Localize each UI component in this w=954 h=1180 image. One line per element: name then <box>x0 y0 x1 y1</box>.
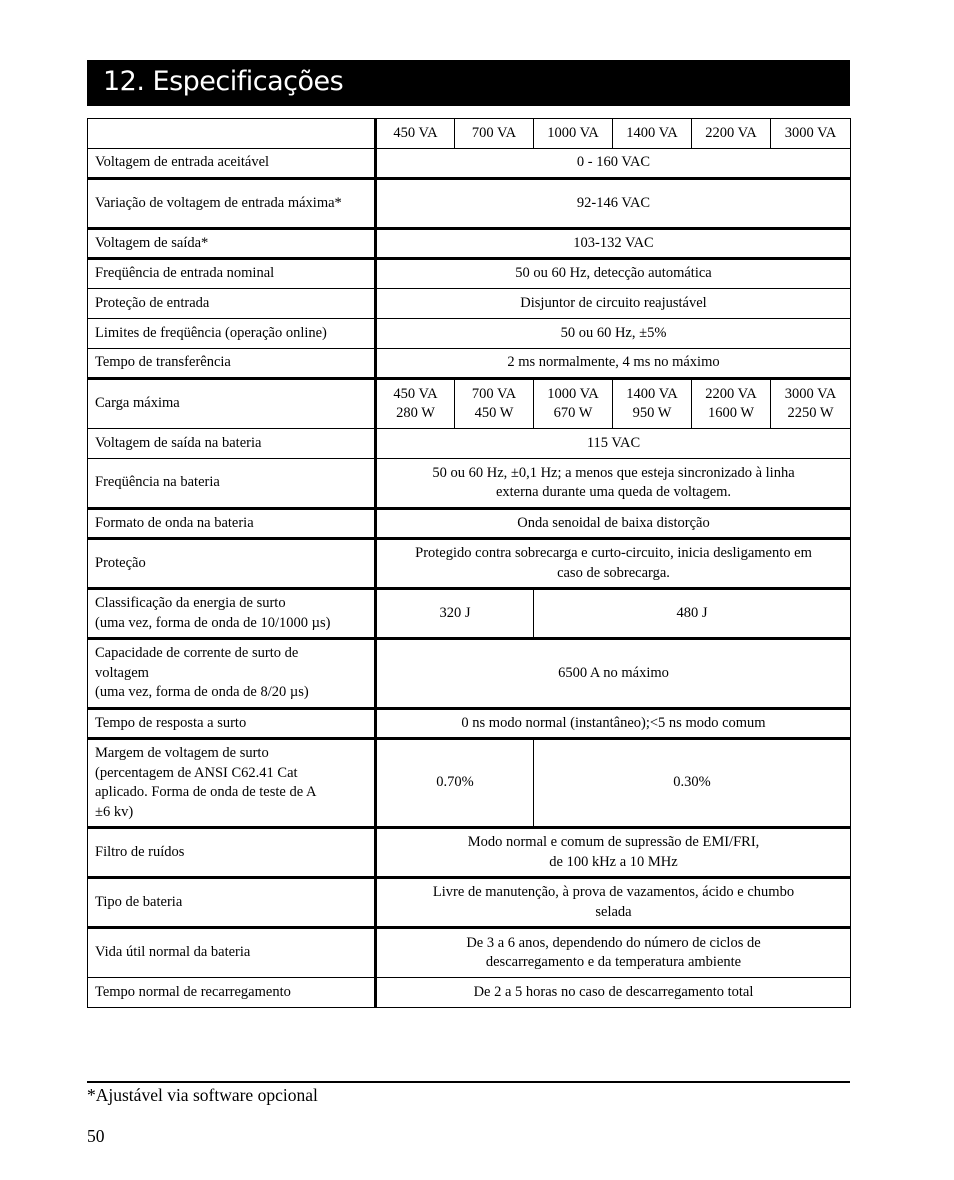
table-row <box>88 259 851 289</box>
row-label: Formato de onda na bateria <box>88 509 376 539</box>
label-line: Classificação da energia de surto <box>95 595 286 611</box>
row-value: 480 J <box>534 589 851 639</box>
label-line: ±6 kv) <box>95 803 134 820</box>
table-row <box>88 229 851 259</box>
max-load-va: 1400 VA <box>626 385 678 402</box>
row-value: De 2 a 5 horas no caso de descarregamento total <box>376 978 851 1008</box>
max-load-cell <box>613 379 692 429</box>
max-load-w: 670 W <box>553 405 593 421</box>
max-load-va: 700 VA <box>471 385 517 402</box>
model-header: 1000 VA <box>534 119 613 149</box>
row-value: 115 VAC <box>376 429 851 459</box>
table-row <box>88 739 851 828</box>
row-value: 0 ns modo normal (instantâneo);<5 ns modo comum <box>376 709 851 739</box>
label-line: aplicado. Forma de onda de teste de A <box>95 784 317 800</box>
max-load-cell <box>771 379 851 429</box>
table-row <box>88 828 851 878</box>
value-line: descarregamento e da temperatura ambiente <box>485 954 742 970</box>
row-label: Voltagem de entrada aceitável <box>88 149 376 179</box>
table-row <box>88 878 851 928</box>
table-row <box>88 509 851 539</box>
row-label: Tempo normal de recarregamento <box>88 978 376 1008</box>
label-line: Capacidade de corrente de surto de <box>95 645 299 662</box>
table-row <box>88 179 851 229</box>
row-value: 50 ou 60 Hz, ±5% <box>376 319 851 349</box>
row-label: Variação de voltagem de entrada máxima* <box>88 179 376 229</box>
max-load-va: 3000 VA <box>784 385 837 402</box>
max-load-w: 950 W <box>632 405 672 421</box>
value-line: 50 ou 60 Hz, ±0,1 Hz; a menos que esteja sincronizado à linha <box>432 464 795 481</box>
row-label: Freqüência na bateria <box>88 459 376 509</box>
row-value <box>376 828 851 878</box>
row-label: Freqüência de entrada nominal <box>88 259 376 289</box>
table-row <box>88 289 851 319</box>
value-line: Modo normal e comum de supressão de EMI/FRI, <box>467 834 760 850</box>
max-load-va: 2200 VA <box>705 385 757 402</box>
row-value <box>376 878 851 928</box>
table-row <box>88 589 851 639</box>
table-row <box>88 319 851 349</box>
table-row <box>88 639 851 709</box>
section-header <box>87 60 850 106</box>
row-value: 6500 A no máximo <box>376 639 851 709</box>
model-header: 1400 VA <box>613 119 692 149</box>
max-load-cell <box>376 379 455 429</box>
max-load-w: 2250 W <box>787 405 834 421</box>
table-row <box>88 978 851 1008</box>
header-empty-cell <box>88 119 376 149</box>
row-value: Onda senoidal de baixa distorção <box>376 509 851 539</box>
row-value: Disjuntor de circuito reajustável <box>376 289 851 319</box>
row-value: 0.70% <box>376 739 534 828</box>
label-line: (percentagem de ANSI C62.41 Cat <box>95 764 298 781</box>
max-load-cell <box>455 379 534 429</box>
row-label: Filtro de ruídos <box>88 828 376 878</box>
row-label: Proteção <box>88 539 376 589</box>
row-label <box>88 639 376 709</box>
row-value: 50 ou 60 Hz, detecção automática <box>376 259 851 289</box>
row-value: 320 J <box>376 589 534 639</box>
value-line: externa durante uma queda de voltagem. <box>495 484 732 500</box>
table-row <box>88 349 851 379</box>
table-row <box>88 459 851 509</box>
row-label <box>88 589 376 639</box>
max-load-va: 1000 VA <box>547 385 599 402</box>
label-line: Margem de voltagem de surto <box>95 745 269 761</box>
row-label: Limites de freqüência (operação online) <box>88 319 376 349</box>
specifications-table <box>87 118 851 1008</box>
table-row <box>88 149 851 179</box>
value-line: Protegido contra sobrecarga e curto-circuito, inicia desligamento em <box>415 545 812 561</box>
max-load-cell <box>534 379 613 429</box>
max-load-cell <box>692 379 771 429</box>
row-label: Proteção de entrada <box>88 289 376 319</box>
table-row <box>88 429 851 459</box>
model-header: 3000 VA <box>771 119 851 149</box>
row-label <box>88 739 376 828</box>
label-line: (uma vez, forma de onda de 10/1000 µs) <box>95 614 331 631</box>
table-row <box>88 709 851 739</box>
row-label: Carga máxima <box>88 379 376 429</box>
row-value: 0 - 160 VAC <box>376 149 851 179</box>
page-number: 50 <box>87 1126 105 1146</box>
label-line: (uma vez, forma de onda de 8/20 µs) <box>95 684 309 701</box>
row-label: Voltagem de saída* <box>88 229 376 259</box>
max-load-w: 1600 W <box>707 405 755 421</box>
row-value: 0.30% <box>534 739 851 828</box>
model-header: 450 VA <box>376 119 455 149</box>
row-label: Vida útil normal da bateria <box>88 928 376 978</box>
max-load-w: 450 W <box>474 405 514 421</box>
value-line: De 3 a 6 anos, dependendo do número de ciclos de <box>466 934 761 951</box>
table-header-row <box>88 119 851 149</box>
row-label: Voltagem de saída na bateria <box>88 429 376 459</box>
model-header: 700 VA <box>455 119 534 149</box>
table-row <box>88 928 851 978</box>
value-line: Livre de manutenção, à prova de vazamentos, ácido e chumbo <box>432 884 795 900</box>
footnote-divider <box>87 1081 850 1083</box>
row-value: 92-146 VAC <box>376 179 851 229</box>
value-line: caso de sobrecarga. <box>557 564 670 581</box>
row-value: 2 ms normalmente, 4 ms no máximo <box>376 349 851 379</box>
max-load-va: 450 VA <box>393 385 438 402</box>
table-row <box>88 379 851 429</box>
model-header: 2200 VA <box>692 119 771 149</box>
page-title: 12. Especificações <box>103 66 344 97</box>
row-label: Tempo de resposta a surto <box>88 709 376 739</box>
max-load-w: 280 W <box>396 405 435 421</box>
row-value <box>376 928 851 978</box>
value-line: de 100 kHz a 10 MHz <box>549 853 678 870</box>
table-row <box>88 539 851 589</box>
footnote: *Ajustável via software opcional <box>87 1085 318 1105</box>
value-line: selada <box>595 903 632 920</box>
row-label: Tempo de transferência <box>88 349 376 379</box>
row-label: Tipo de bateria <box>88 878 376 928</box>
row-value: 103-132 VAC <box>376 229 851 259</box>
label-line: voltagem <box>95 664 149 681</box>
row-value <box>376 539 851 589</box>
row-value <box>376 459 851 509</box>
